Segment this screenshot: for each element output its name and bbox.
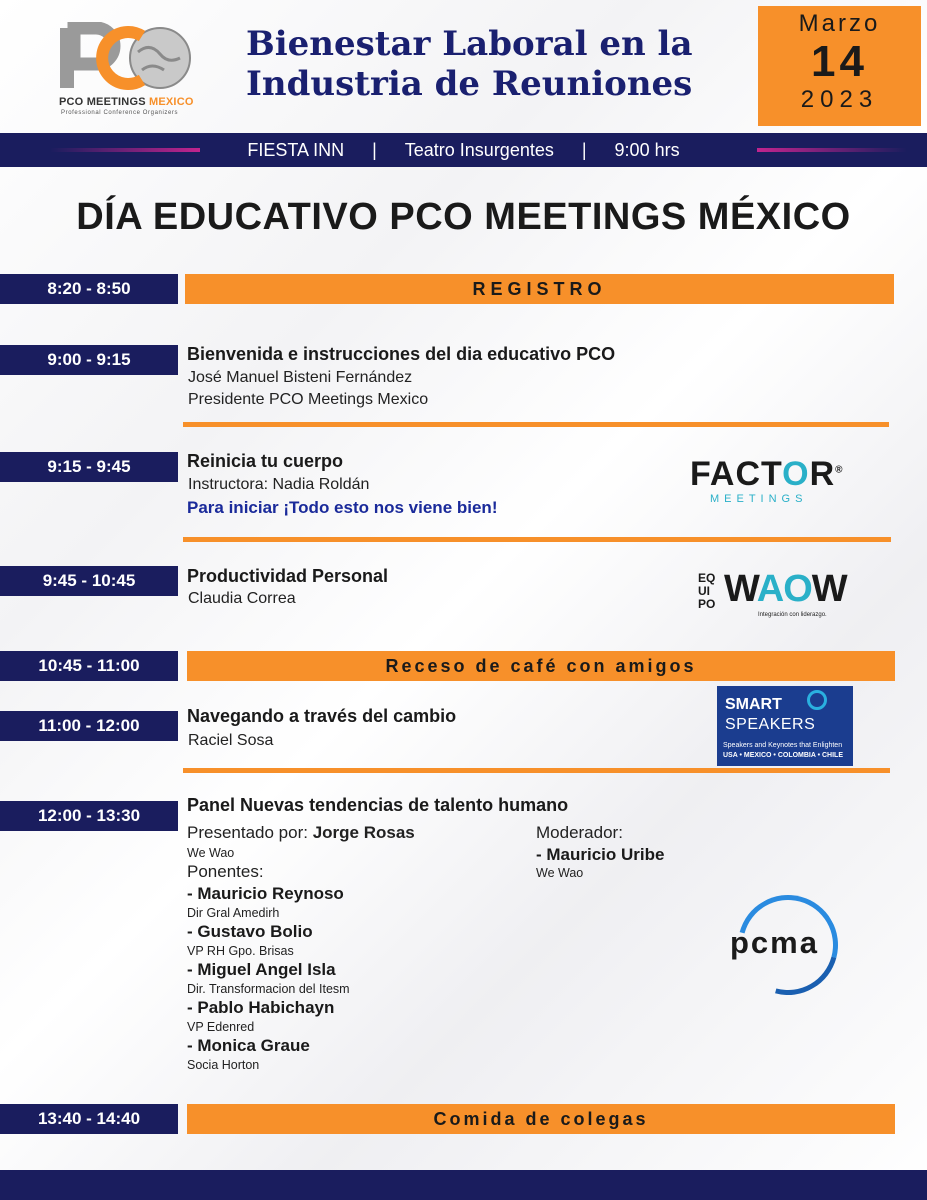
venue-bar xyxy=(0,133,927,167)
time-slot: 9:45 - 10:45 xyxy=(0,566,178,596)
pco-logo xyxy=(55,20,205,120)
venue-hall: Teatro Insurgentes xyxy=(404,139,554,160)
pcma-wordmark: pcma xyxy=(730,925,819,960)
session-title: Navegando a través del cambio xyxy=(187,706,457,726)
day-title: DÍA EDUCATIVO PCO MEETINGS MÉXICO xyxy=(76,196,851,238)
pcma-logo xyxy=(728,895,846,995)
waow-tagline: Integración con liderazgo. xyxy=(758,612,827,618)
session-speaker: Raciel Sosa xyxy=(188,732,274,749)
divider xyxy=(183,768,890,773)
equipo-waow-logo xyxy=(698,568,863,622)
speakers-word: SPEAKERS xyxy=(725,716,816,733)
session-title: Productividad Personal xyxy=(187,566,389,586)
smart-speakers-logo xyxy=(717,686,853,766)
logo-tagline: Professional Conference Organizers xyxy=(61,110,179,116)
panel-presenter-line xyxy=(187,823,415,843)
factor-subtitle: MEETINGS xyxy=(710,493,808,505)
event-title-line2: Industria de Reuniones xyxy=(246,64,693,104)
date-month: Marzo xyxy=(798,10,881,37)
panel-speaker-name: - Monica Graue xyxy=(187,1036,310,1055)
factor-meetings-logo xyxy=(690,455,875,510)
panel-presenter: Jorge Rosas xyxy=(312,823,415,842)
panel-moderator-org: We Wao xyxy=(536,866,584,880)
date-box xyxy=(758,6,921,126)
smart-tagline: Speakers and Keynotes that Enlighten xyxy=(723,742,843,749)
session-banner-comida: Comida de colegas xyxy=(187,1104,895,1134)
date-day: 14 xyxy=(811,37,868,86)
divider xyxy=(183,422,889,427)
location-pin-icon xyxy=(807,690,827,710)
panel-speakers-label: Ponentes: xyxy=(187,862,264,881)
waow-wordmark: WAOW xyxy=(724,568,847,610)
session-banner-receso: Receso de café con amigos xyxy=(187,651,895,681)
venue-place: FIESTA INN xyxy=(247,139,345,160)
date-year: 2023 xyxy=(800,86,879,113)
time-slot: 9:15 - 9:45 xyxy=(0,452,178,482)
time-slot: 11:00 - 12:00 xyxy=(0,711,178,741)
logo-name: PCO MEETINGS MEXICO xyxy=(59,96,194,108)
panel-speaker-name: - Mauricio Reynoso xyxy=(187,884,344,903)
time-slot: 10:45 - 11:00 xyxy=(0,651,178,681)
panel-speaker-role: VP RH Gpo. Brisas xyxy=(187,944,294,958)
event-title-line1: Bienestar Laboral en la xyxy=(246,24,693,64)
panel-moderator-label: Moderador: xyxy=(536,823,623,842)
panel-speaker-name: - Miguel Angel Isla xyxy=(187,960,336,979)
venue-accent-right xyxy=(757,148,907,152)
venue-separator: | xyxy=(581,139,587,160)
session-speaker: Instructora: Nadia Roldán xyxy=(188,476,370,493)
time-slot: 13:40 - 14:40 xyxy=(0,1104,178,1134)
venue-accent-left xyxy=(50,148,200,152)
panel-speaker-role: VP Edenred xyxy=(187,1020,255,1034)
factor-wordmark: FACTOR® xyxy=(690,455,844,493)
session-title: Reinicia tu cuerpo xyxy=(187,451,344,471)
time-slot: 9:00 - 9:15 xyxy=(0,345,178,375)
session-title: Bienvenida e instrucciones del dia educativo PCO xyxy=(187,344,616,364)
panel-speaker-name: - Pablo Habichayn xyxy=(187,998,335,1017)
panel-speaker-role: Socia Horton xyxy=(187,1058,260,1072)
smart-word: SMART xyxy=(725,696,782,713)
venue-time: 9:00 hrs xyxy=(614,139,680,160)
event-title xyxy=(246,24,726,104)
panel-moderator: - Mauricio Uribe xyxy=(536,845,665,864)
waow-equipo: EQ UI PO xyxy=(698,571,716,611)
divider xyxy=(183,537,891,542)
panel-presented-label: Presentado por: xyxy=(187,823,313,842)
session-title: Panel Nuevas tendencias de talento humano xyxy=(187,795,569,815)
session-highlight: Para iniciar ¡Todo esto nos viene bien! xyxy=(187,498,498,517)
session-speaker: José Manuel Bisteni Fernández xyxy=(188,369,413,386)
session-banner-registro: REGISTRO xyxy=(185,274,894,304)
panel-speaker-role: Dir. Transformacion del Itesm xyxy=(187,982,350,996)
time-slot: 8:20 - 8:50 xyxy=(0,274,178,304)
footer-bar xyxy=(0,1170,927,1200)
session-speaker: Claudia Correa xyxy=(188,590,296,607)
time-slot: 12:00 - 13:30 xyxy=(0,801,178,831)
panel-speaker-role: Dir Gral Amedirh xyxy=(187,906,280,920)
panel-presenter-org: We Wao xyxy=(187,846,235,860)
venue-separator: | xyxy=(372,139,377,160)
session-speaker-role: Presidente PCO Meetings Mexico xyxy=(188,391,429,408)
smart-countries: USA • MEXICO • COLOMBIA • CHILE xyxy=(723,752,844,759)
panel-speaker-name: - Gustavo Bolio xyxy=(187,922,313,941)
